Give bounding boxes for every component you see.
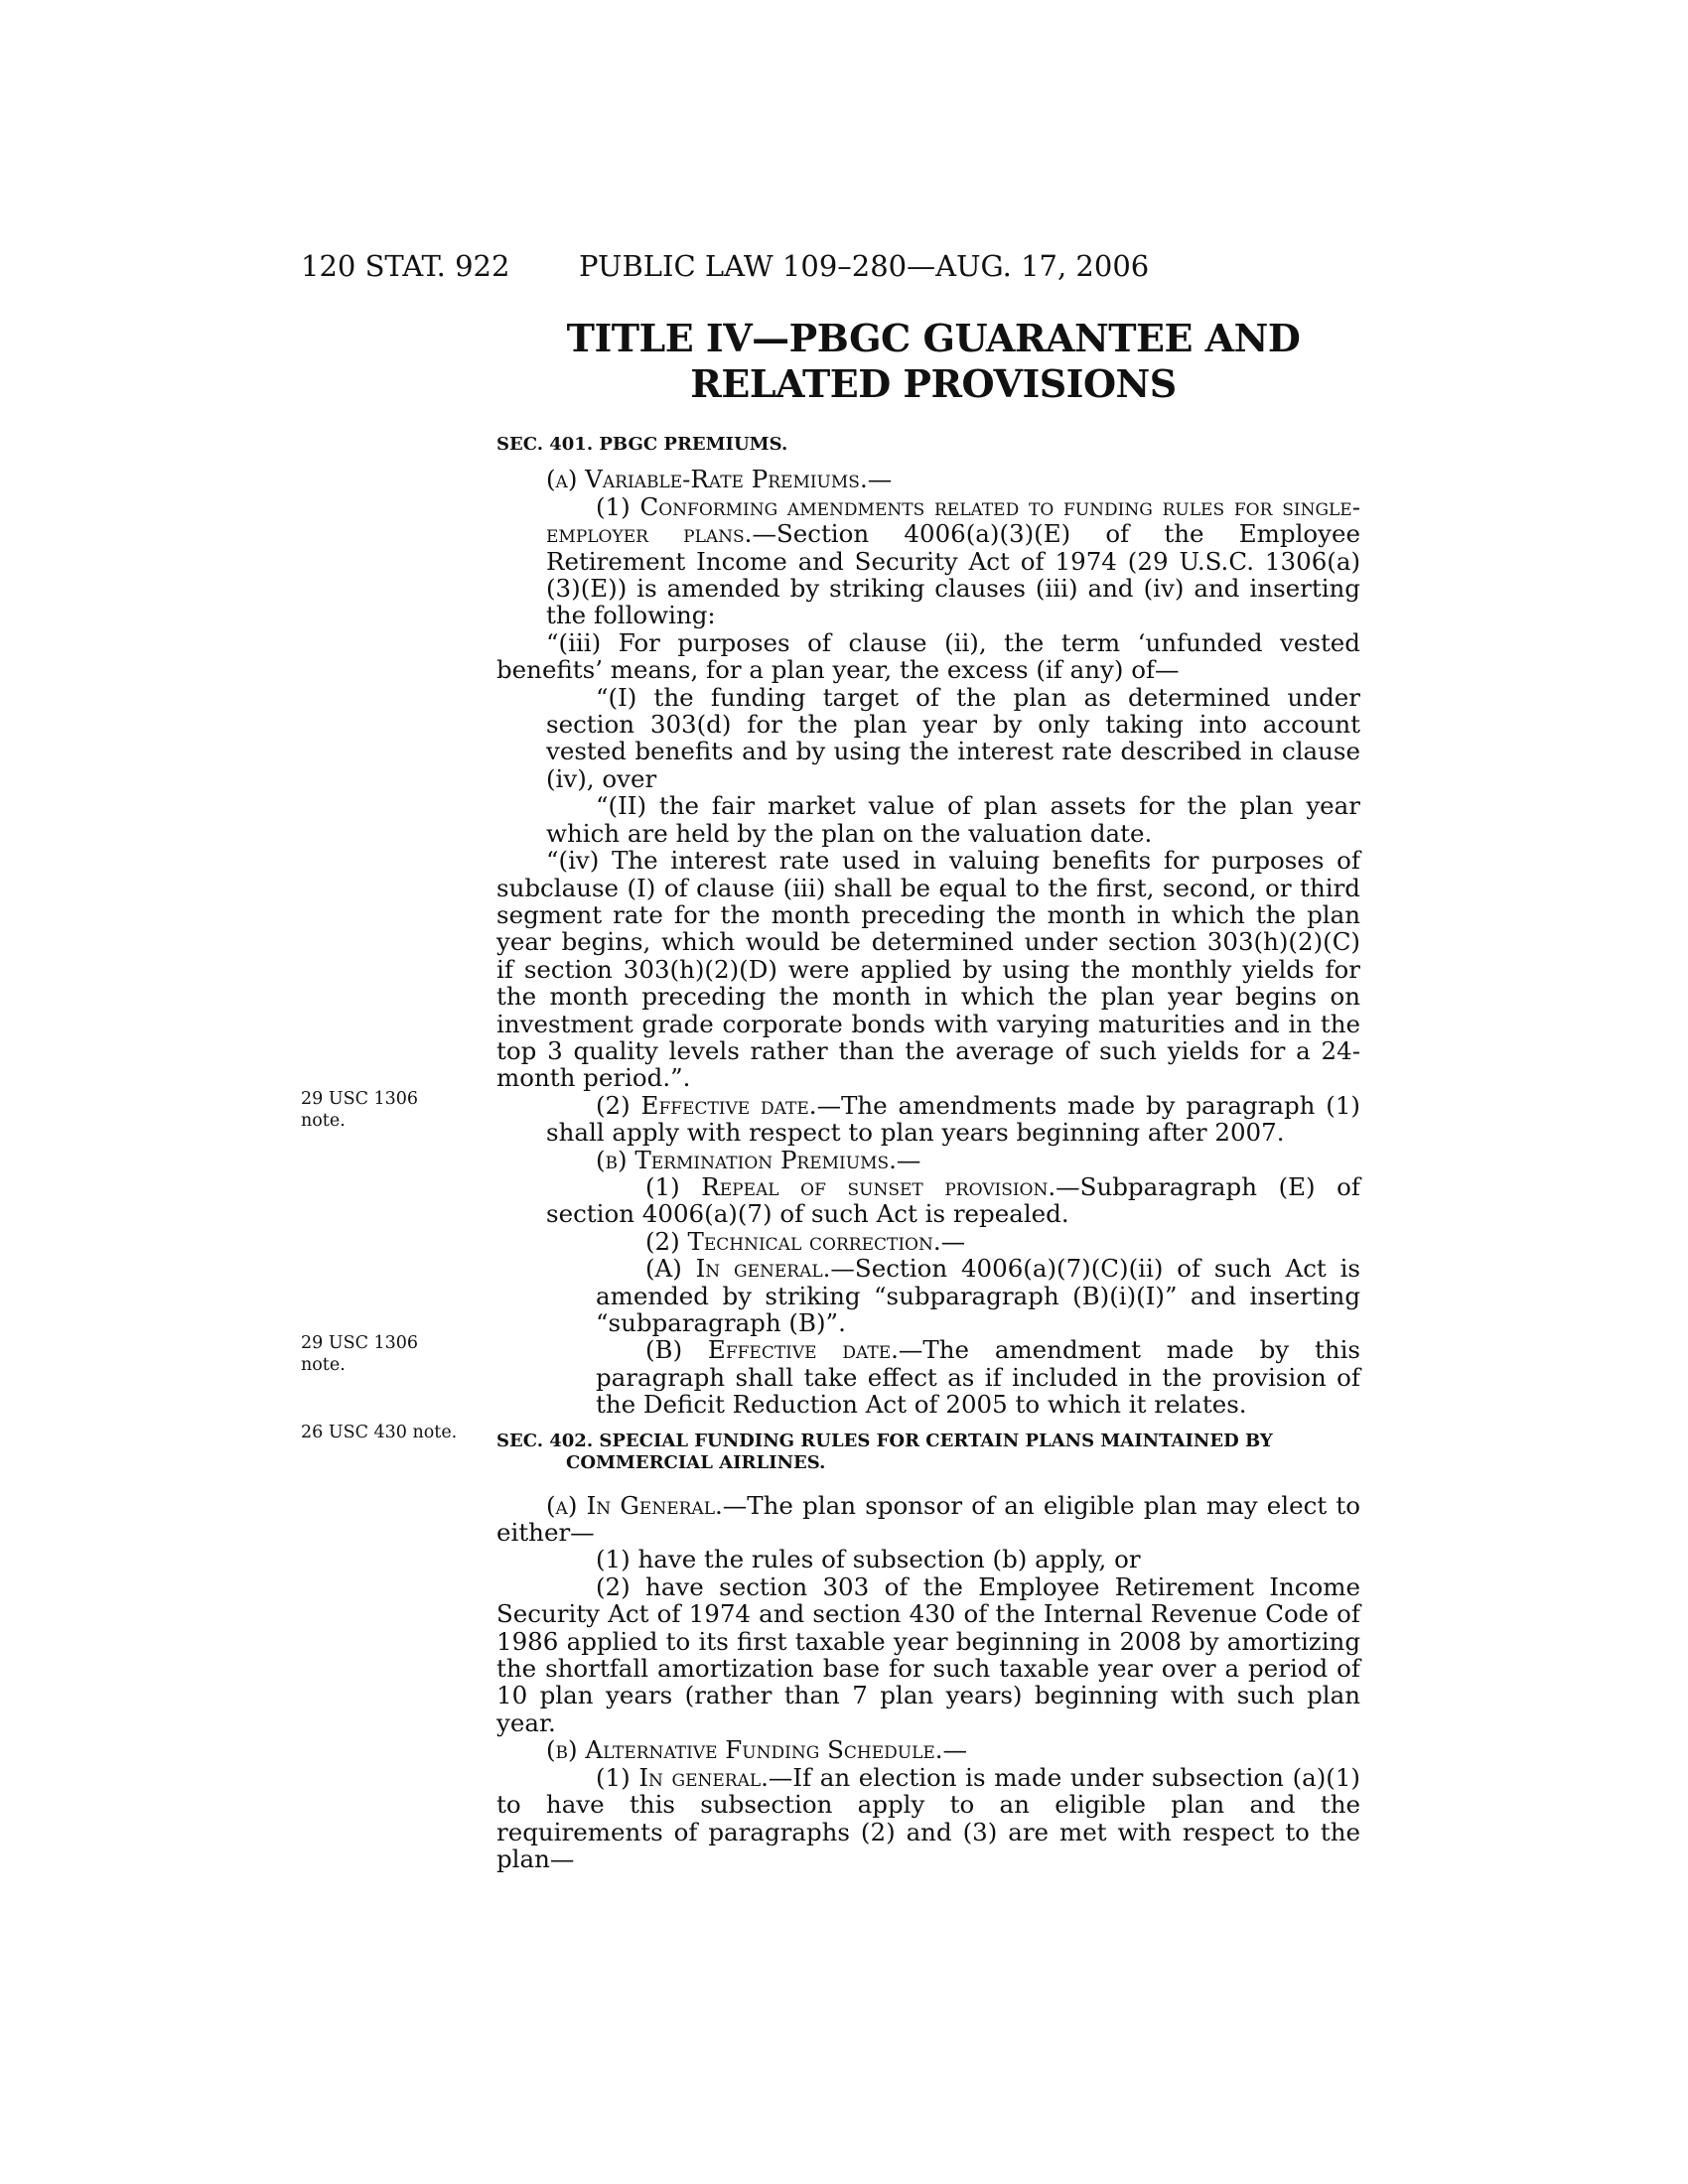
margin-note-26usc430: 26 USC 430 note.: [301, 1423, 458, 1442]
sec-401-b2A: [496, 1255, 1360, 1336]
sec-402-a: [496, 1492, 1360, 1547]
title-heading: [496, 316, 1370, 407]
sec-402-b-head-text: (b) Alternative Funding Schedule.—: [546, 1735, 968, 1765]
sec-401-a-head-text: (a) Variable-Rate Premiums.—: [546, 465, 893, 494]
sec-402-heading: SEC. 402. SPECIAL FUNDING RULES FOR CERTAIN PLANS MAINTAINED BY COMMERCIAL AIRLINES.: [496, 1430, 1273, 1473]
title-line-1: TITLE IV—PBGC GUARANTEE AND: [566, 316, 1301, 360]
subclause-II: “(II) the fair market value of plan assets for the plan year which are held by the plan on the valuation date.: [546, 791, 1360, 848]
subclause-I: “(I) the funding target of the plan as determined under section 303(d) for the plan year by only taking into account vested benefits and by using the interest rate described in clause (iv), over: [546, 682, 1360, 793]
sec-401-a2-text: —The amendments made by paragraph (1) shall apply with respect to plan years beginning after 2007.: [546, 1090, 1360, 1148]
sec-401-a2: [496, 1092, 1360, 1147]
sec-401-b1: [496, 1173, 1360, 1228]
sec-401-b1-text: —Subparagraph (E) of section 4006(a)(7) of such Act is repealed.: [546, 1171, 1361, 1229]
document-body: [496, 431, 1360, 1872]
sec-401-a2-head: (2) Effective date.: [596, 1090, 817, 1120]
sec-401-b2B-text: —The amendment made by this paragraph shall take effect as if included in the provision of the Deficit Reduction Act of 2005 to which it relates.: [596, 1335, 1360, 1420]
clause-iii: “(iii) For purposes of clause (ii), the term ‘unfunded vested benefits’ means, for a plan year, the excess (if any) of—: [496, 627, 1360, 685]
sec-402-b1-text: —If an election is made under subsection (a)(1) to have this subsection apply to an eligible plan and the requirements of paragraphs (2) and (3) are met with respect to the plan—: [496, 1762, 1360, 1873]
sec-401-heading: SEC. 401. PBGC PREMIUMS.: [496, 434, 788, 455]
stat-page-number: 120 STAT. 922: [301, 249, 510, 283]
sec-401-a1-text: —Section 4006(a)(3)(E) of the Employee Retirement Income and Security Act of 1974 (29 U.S.C. 1306(a)(3)(E)) is amended by striking clauses (iii) and (iv) and inserting the following:: [546, 519, 1361, 630]
margin-note-29usc1306-b: 29 USC 1306 note.: [301, 1333, 419, 1375]
sec-401-b-heading: [496, 1147, 1360, 1173]
sec-402-a-text: —The plan sponsor of an eligible plan may elect to either—: [496, 1490, 1360, 1548]
clause-iv: “(iv) The interest rate used in valuing benefits for purposes of subclause (I) of clause (iii) shall be equal to the first, second, or third segment rate for the month preceding the month in which the plan year begins, which would be determined under section 303(h)(2)(C) if section 303(h)(2)(D) were applied by using the monthly yields for the month preceding the month in which the plan year begins on investment grade corporate bonds with varying maturities and in the top 3 quality levels rather than the average of such yields for a 24-month period.”.: [496, 846, 1360, 1093]
margin-note-29usc1306-a: 29 USC 1306 note.: [301, 1089, 419, 1131]
sec-402-b1: [496, 1764, 1360, 1873]
sec-401-a1: [496, 493, 1360, 629]
sec-401-b-head-text: (b) Termination Premiums.—: [596, 1145, 921, 1174]
sec-401-a-heading: [496, 466, 1360, 492]
sec-401-b2A-head: (A) In general.: [645, 1254, 831, 1284]
sec-401-a1-head: (1) Conforming amendments related to funding rules for single-employer plans.: [546, 491, 1360, 549]
sec-401-b1-head: (1) Repeal of sunset provision.: [645, 1171, 1056, 1201]
sec-402-a1: (1) have the rules of subsection (b) apply, or: [596, 1545, 1141, 1574]
sec-401-b2B: [496, 1336, 1360, 1418]
sec-402-b-heading: [496, 1736, 1360, 1763]
title-line-2: RELATED PROVISIONS: [690, 361, 1177, 406]
sec-402-b1-head: (1) In general.: [596, 1762, 769, 1792]
sec-401-b2A-text: —Section 4006(a)(7)(C)(ii) of such Act is amended by striking “subparagraph (B)(i)(I)” and inserting “subparagraph (B)”.: [596, 1254, 1360, 1337]
sec-401-b2-head-text: (2) Technical correction.—: [645, 1226, 966, 1256]
sec-402-a2: (2) have section 303 of the Employee Retirement Income Security Act of 1974 and section 430 of the Internal Revenue Code of 1986 applied to its first taxable year beginning in 2008 by amortizing the shortfall amortization base for such taxable year over a period of 10 plan years (rather than 7 plan years) beginning with such plan year.: [496, 1571, 1360, 1737]
sec-401-b2-heading: [496, 1228, 1360, 1255]
sec-401-b2B-head: (B) Effective date.: [645, 1335, 899, 1365]
sec-402-a-head: (a) In General.: [546, 1490, 723, 1520]
running-header: PUBLIC LAW 109–280—AUG. 17, 2006: [579, 249, 1150, 283]
